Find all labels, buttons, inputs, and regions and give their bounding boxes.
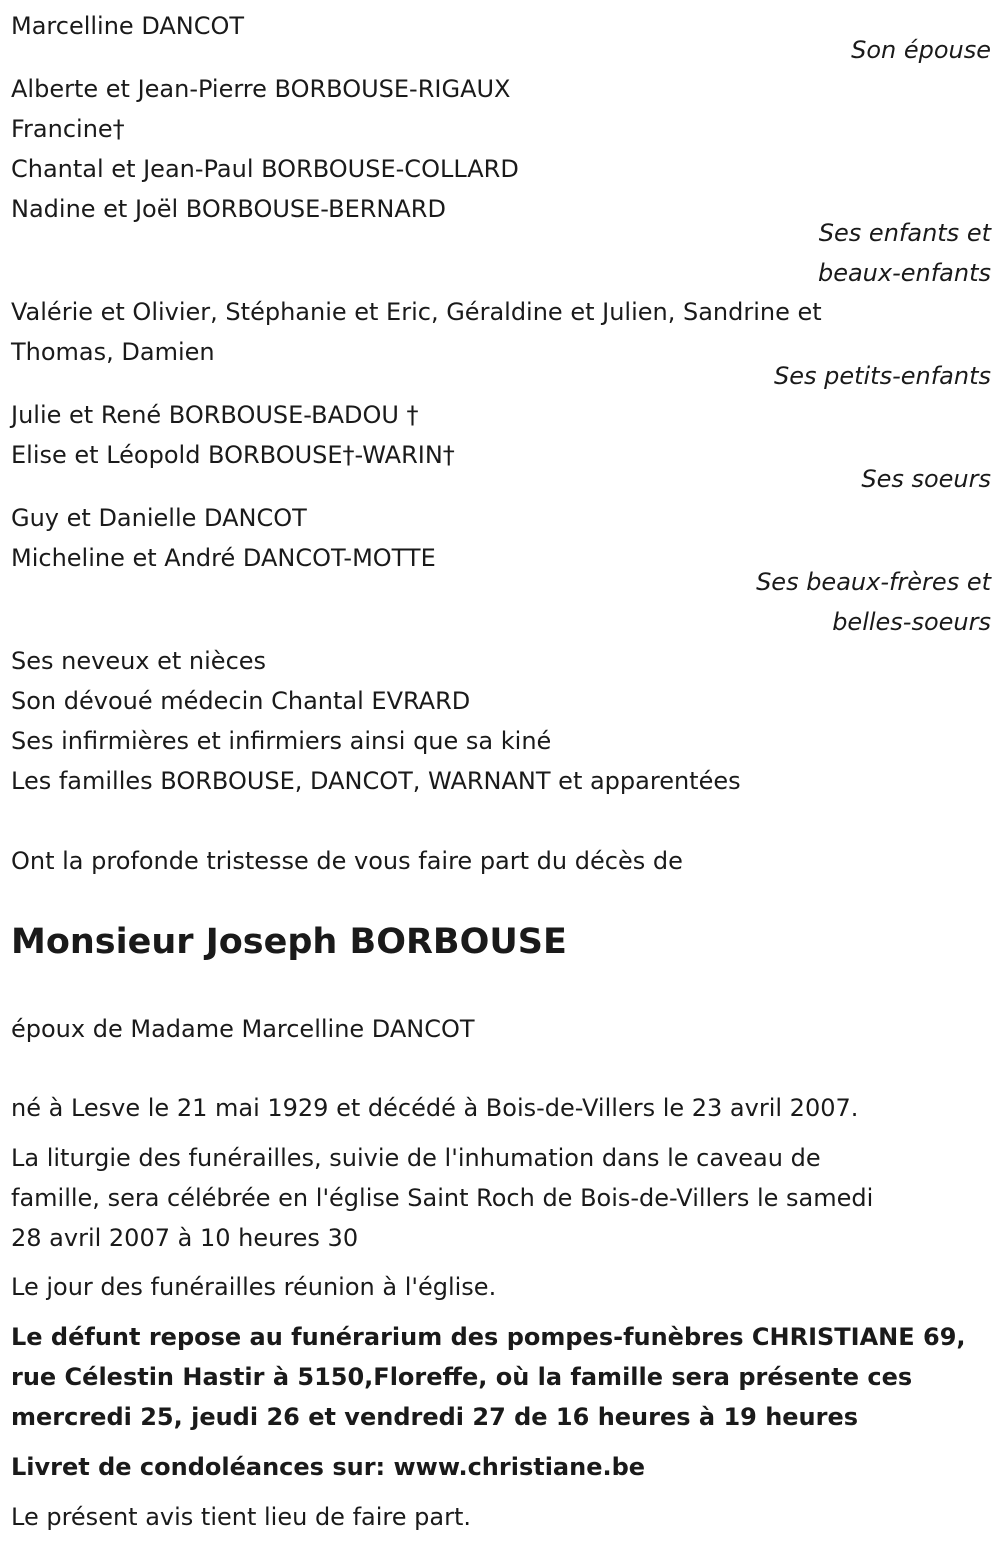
repose-line-2: rue Célestin Hastir à 5150,Floreffe, où la famille sera présente ces [11, 1363, 913, 1391]
others-line-4: Les familles BORBOUSE, DANCOT, WARNANT et apparentées [11, 767, 741, 795]
funeral-line-3: 28 avril 2007 à 10 heures 30 [11, 1224, 359, 1252]
deceased-name: Monsieur Joseph BORBOUSE [11, 922, 567, 962]
sister-line-2: Elise et Léopold BORBOUSE†-WARIN† [11, 441, 455, 469]
others-line-1: Ses neveux et nièces [11, 647, 267, 675]
meeting: Le jour des funérailles réunion à l'église. [11, 1273, 497, 1301]
funeral-line-1: La liturgie des funérailles, suivie de l'inhumation dans le caveau de [11, 1144, 821, 1172]
child-line-4: Nadine et Joël BORBOUSE-BERNARD [11, 195, 446, 223]
repose-line-1: Le défunt repose au funérarium des pompes-funèbres CHRISTIANE 69, [11, 1323, 966, 1351]
children-role-line-1: Ses enfants et [818, 219, 991, 247]
others-line-2: Son dévoué médecin Chantal EVRARD [11, 687, 471, 715]
sisters-role: Ses soeurs [861, 465, 991, 493]
grandchildren-line-1: Valérie et Olivier, Stéphanie et Eric, Géraldine et Julien, Sandrine et [11, 298, 822, 326]
sister-line-1: Julie et René BORBOUSE-BADOU † [11, 401, 419, 429]
funeral-line-2: famille, sera célébrée en l'église Saint Roch de Bois-de-Villers le samedi [11, 1184, 874, 1212]
condolences: Livret de condoléances sur: www.christiane.be [11, 1453, 646, 1481]
in-laws-role-line-1: Ses beaux-frères et [756, 568, 991, 596]
obituary-notice [11, 0, 991, 1551]
in-law-line-1: Guy et Danielle DANCOT [11, 504, 307, 532]
grandchildren-role: Ses petits-enfants [773, 362, 991, 390]
in-law-line-2: Micheline et André DANCOT-MOTTE [11, 544, 436, 572]
child-line-3: Chantal et Jean-Paul BORBOUSE-COLLARD [11, 155, 519, 183]
birth-death: né à Lesve le 21 mai 1929 et décédé à Bois-de-Villers le 23 avril 2007. [11, 1094, 859, 1122]
grandchildren-line-2: Thomas, Damien [11, 338, 215, 366]
closing: Le présent avis tient lieu de faire part. [11, 1503, 471, 1531]
spouse-role: Son épouse [851, 36, 991, 64]
children-role-line-2: beaux-enfants [817, 259, 991, 287]
child-line-2: Francine† [11, 115, 125, 143]
others-line-3: Ses infirmières et infirmiers ainsi que sa kiné [11, 727, 552, 755]
repose-line-3: mercredi 25, jeudi 26 et vendredi 27 de 16 heures à 19 heures [11, 1403, 859, 1431]
spouse-name: Marcelline DANCOT [11, 12, 245, 40]
child-line-1: Alberte et Jean-Pierre BORBOUSE-RIGAUX [11, 75, 511, 103]
in-laws-role-line-2: belles-soeurs [832, 608, 991, 636]
spouse-of: époux de Madame Marcelline DANCOT [11, 1015, 475, 1043]
announcement: Ont la profonde tristesse de vous faire part du décès de [11, 847, 683, 875]
